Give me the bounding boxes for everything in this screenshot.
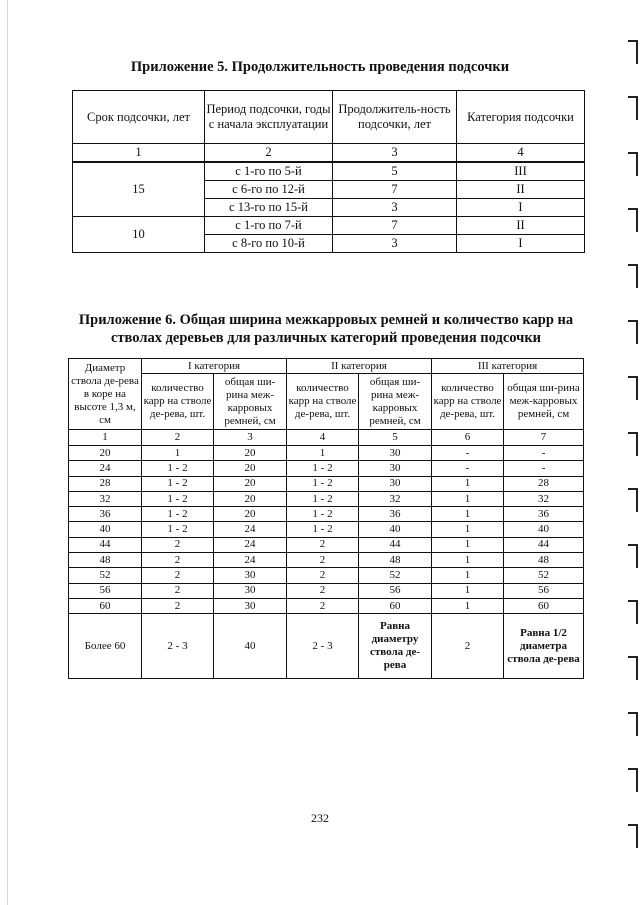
header-belt-width: общая ши-рина меж-карровых ремней, см: [214, 374, 287, 430]
binder-mark: [628, 264, 638, 288]
table-cell: 20: [214, 461, 287, 476]
table-cell: I: [457, 199, 585, 217]
table-cell: 30: [359, 446, 432, 461]
binder-mark: [628, 320, 638, 344]
header-carr-count: количество карр на стволе де-рева, шт.: [142, 374, 214, 430]
table-cell: 60: [504, 598, 584, 613]
header-category-1: I категория: [142, 359, 287, 374]
diameter-cell: 20: [69, 446, 142, 461]
table-cell: 1: [432, 507, 504, 522]
binder-mark: [628, 600, 638, 624]
table-cell: 1 - 2: [142, 522, 214, 537]
table-row: [69, 461, 584, 476]
table-cell: 1 - 2: [142, 491, 214, 506]
table-cell: 44: [359, 537, 432, 552]
table-cell: 52: [504, 568, 584, 583]
table-cell: 60: [359, 598, 432, 613]
header-carr-count: количество карр на стволе де-рева, шт.: [432, 374, 504, 430]
table-cell: 28: [504, 476, 584, 491]
table-cell: 2: [142, 583, 214, 598]
table-cell: 20: [214, 491, 287, 506]
table-cell: 1: [432, 598, 504, 613]
binder-mark: [628, 152, 638, 176]
binder-mark: [628, 432, 638, 456]
table-cell: -: [432, 446, 504, 461]
table-cell: 2: [287, 598, 359, 613]
table-cell: с 8-го по 10-й: [205, 235, 333, 253]
category-header-row: [69, 359, 584, 374]
table-cell: 2 - 3: [142, 614, 214, 679]
table-cell: 30: [359, 476, 432, 491]
appendix5-title: Приложение 5. Продолжительность проведения подсочки: [130, 59, 510, 75]
table-cell: 1 - 2: [287, 461, 359, 476]
table-cell: Равна 1/2 диаметра ствола де-рева: [504, 614, 584, 679]
binder-mark: [628, 712, 638, 736]
table-cell: 1: [73, 144, 205, 163]
appendix6-table: [68, 358, 584, 679]
header-duration: Продолжитель-ность подсочки, лет: [333, 91, 457, 144]
page-number: 232: [311, 811, 329, 825]
table-cell: 40: [504, 522, 584, 537]
diameter-cell: 60: [69, 598, 142, 613]
binder-mark: [628, 376, 638, 400]
diameter-cell: 48: [69, 553, 142, 568]
table-cell: 7: [504, 430, 584, 446]
table-cell: 4: [287, 430, 359, 446]
table-cell: 2: [287, 537, 359, 552]
table-row: [69, 476, 584, 491]
binder-mark: [628, 488, 638, 512]
binder-mark: [628, 656, 638, 680]
diameter-cell: 28: [69, 476, 142, 491]
table-cell: I: [457, 235, 585, 253]
table-row: [69, 598, 584, 613]
table-cell: 44: [504, 537, 584, 552]
binder-mark: [628, 40, 638, 64]
table-cell: 5: [359, 430, 432, 446]
table-cell: 1 - 2: [287, 507, 359, 522]
table-cell: 24: [214, 522, 287, 537]
table-cell: 3: [333, 235, 457, 253]
header-belt-width: общая ши-рина меж-карровых ремней, см: [359, 374, 432, 430]
table-row: [69, 537, 584, 552]
binder-mark: [628, 208, 638, 232]
table-cell: 2: [142, 430, 214, 446]
table-cell: с 6-го по 12-й: [205, 181, 333, 199]
table-cell: 48: [359, 553, 432, 568]
table-cell: 1 - 2: [287, 522, 359, 537]
table-cell: 20: [214, 507, 287, 522]
table-row: [73, 217, 585, 235]
table-cell: II: [457, 217, 585, 235]
diameter-cell: Более 60: [69, 614, 142, 679]
table-cell: 1 - 2: [287, 491, 359, 506]
table-cell: 1: [432, 537, 504, 552]
binder-mark: [628, 768, 638, 792]
diameter-cell: 52: [69, 568, 142, 583]
header-period: Период подсочки, годы с начала эксплуатации: [205, 91, 333, 144]
table-cell: 56: [359, 583, 432, 598]
header-category-2: II категория: [287, 359, 432, 374]
table-cell: 3: [333, 144, 457, 163]
table-cell: 1 - 2: [142, 461, 214, 476]
binder-mark: [628, 824, 638, 848]
table-cell: 2: [287, 583, 359, 598]
table-cell: 2: [287, 568, 359, 583]
table-cell: 3: [214, 430, 287, 446]
table-cell: 40: [359, 522, 432, 537]
table-cell: 32: [359, 491, 432, 506]
header-category: Категория подсочки: [457, 91, 585, 144]
table-cell: 48: [504, 553, 584, 568]
diameter-cell: 44: [69, 537, 142, 552]
diameter-cell: 24: [69, 461, 142, 476]
table-cell: 20: [214, 476, 287, 491]
table-row: [69, 507, 584, 522]
table-cell: 1: [432, 491, 504, 506]
table-cell: 6: [432, 430, 504, 446]
table-cell: 56: [504, 583, 584, 598]
column-number-row: [73, 144, 585, 163]
appendix5-table: [72, 90, 585, 253]
table-cell: 3: [333, 199, 457, 217]
term-cell: 15: [73, 162, 205, 217]
header-category-3: III категория: [432, 359, 584, 374]
table-cell: 24: [214, 537, 287, 552]
table-cell: 36: [504, 507, 584, 522]
header-carr-count: количество карр на стволе де-рева, шт.: [287, 374, 359, 430]
table-cell: III: [457, 162, 585, 181]
binder-mark: [628, 544, 638, 568]
table-row: [69, 522, 584, 537]
table-cell: 2 - 3: [287, 614, 359, 679]
table-cell: 4: [457, 144, 585, 163]
table-cell: с 1-го по 7-й: [205, 217, 333, 235]
table-cell: 20: [214, 446, 287, 461]
table-cell: 1: [432, 553, 504, 568]
table-cell: -: [504, 446, 584, 461]
table-cell: 1: [432, 583, 504, 598]
table-cell: 32: [504, 491, 584, 506]
table-cell: 30: [359, 461, 432, 476]
table-cell: 2: [142, 537, 214, 552]
table-cell: 7: [333, 181, 457, 199]
column-number-row: [69, 430, 584, 446]
table-cell: 5: [333, 162, 457, 181]
diameter-cell: 40: [69, 522, 142, 537]
table-cell: 1: [287, 446, 359, 461]
binder-mark: [628, 96, 638, 120]
table-cell: 1: [432, 476, 504, 491]
table-cell: -: [432, 461, 504, 476]
term-cell: 10: [73, 217, 205, 253]
table-cell: 24: [214, 553, 287, 568]
table-cell: 2: [142, 598, 214, 613]
table-cell: 36: [359, 507, 432, 522]
table-row: [69, 446, 584, 461]
table-cell: 2: [142, 568, 214, 583]
table-row: [69, 583, 584, 598]
table-cell: 7: [333, 217, 457, 235]
table-cell: 1: [142, 446, 214, 461]
scan-edge-line: [7, 0, 8, 905]
table-cell: с 1-го по 5-й: [205, 162, 333, 181]
table-cell: -: [504, 461, 584, 476]
table-cell: Равна диаметру ствола де-рева: [359, 614, 432, 679]
table-row: [69, 614, 584, 679]
table-cell: 30: [214, 568, 287, 583]
table-cell: 1: [69, 430, 142, 446]
table-cell: 2: [142, 553, 214, 568]
table-row: [73, 162, 585, 181]
table-cell: 30: [214, 598, 287, 613]
header-diameter: Диаметр ствола де-рева в коре на высоте 1,3 м, см: [69, 359, 142, 430]
diameter-cell: 32: [69, 491, 142, 506]
appendix5-header-row: [73, 91, 585, 144]
diameter-cell: 36: [69, 507, 142, 522]
table-row: [69, 491, 584, 506]
diameter-cell: 56: [69, 583, 142, 598]
table-cell: 1: [432, 568, 504, 583]
table-cell: 40: [214, 614, 287, 679]
table-cell: 1 - 2: [142, 476, 214, 491]
sub-header-row: [69, 374, 584, 430]
table-cell: 2: [287, 553, 359, 568]
table-cell: II: [457, 181, 585, 199]
table-cell: 1 - 2: [142, 507, 214, 522]
header-term: Срок подсочки, лет: [73, 91, 205, 144]
table-cell: 52: [359, 568, 432, 583]
table-row: [69, 553, 584, 568]
table-cell: 30: [214, 583, 287, 598]
table-cell: 1: [432, 522, 504, 537]
appendix6-title: Приложение 6. Общая ширина межкарровых ремней и количество карр на стволах деревьев для различных категорий проведения подсочки: [78, 312, 574, 346]
table-cell: 1 - 2: [287, 476, 359, 491]
table-cell: с 13-го по 15-й: [205, 199, 333, 217]
header-belt-width: общая ши-рина меж-карровых ремней, см: [504, 374, 584, 430]
table-cell: 2: [432, 614, 504, 679]
table-row: [69, 568, 584, 583]
table-cell: 2: [205, 144, 333, 163]
